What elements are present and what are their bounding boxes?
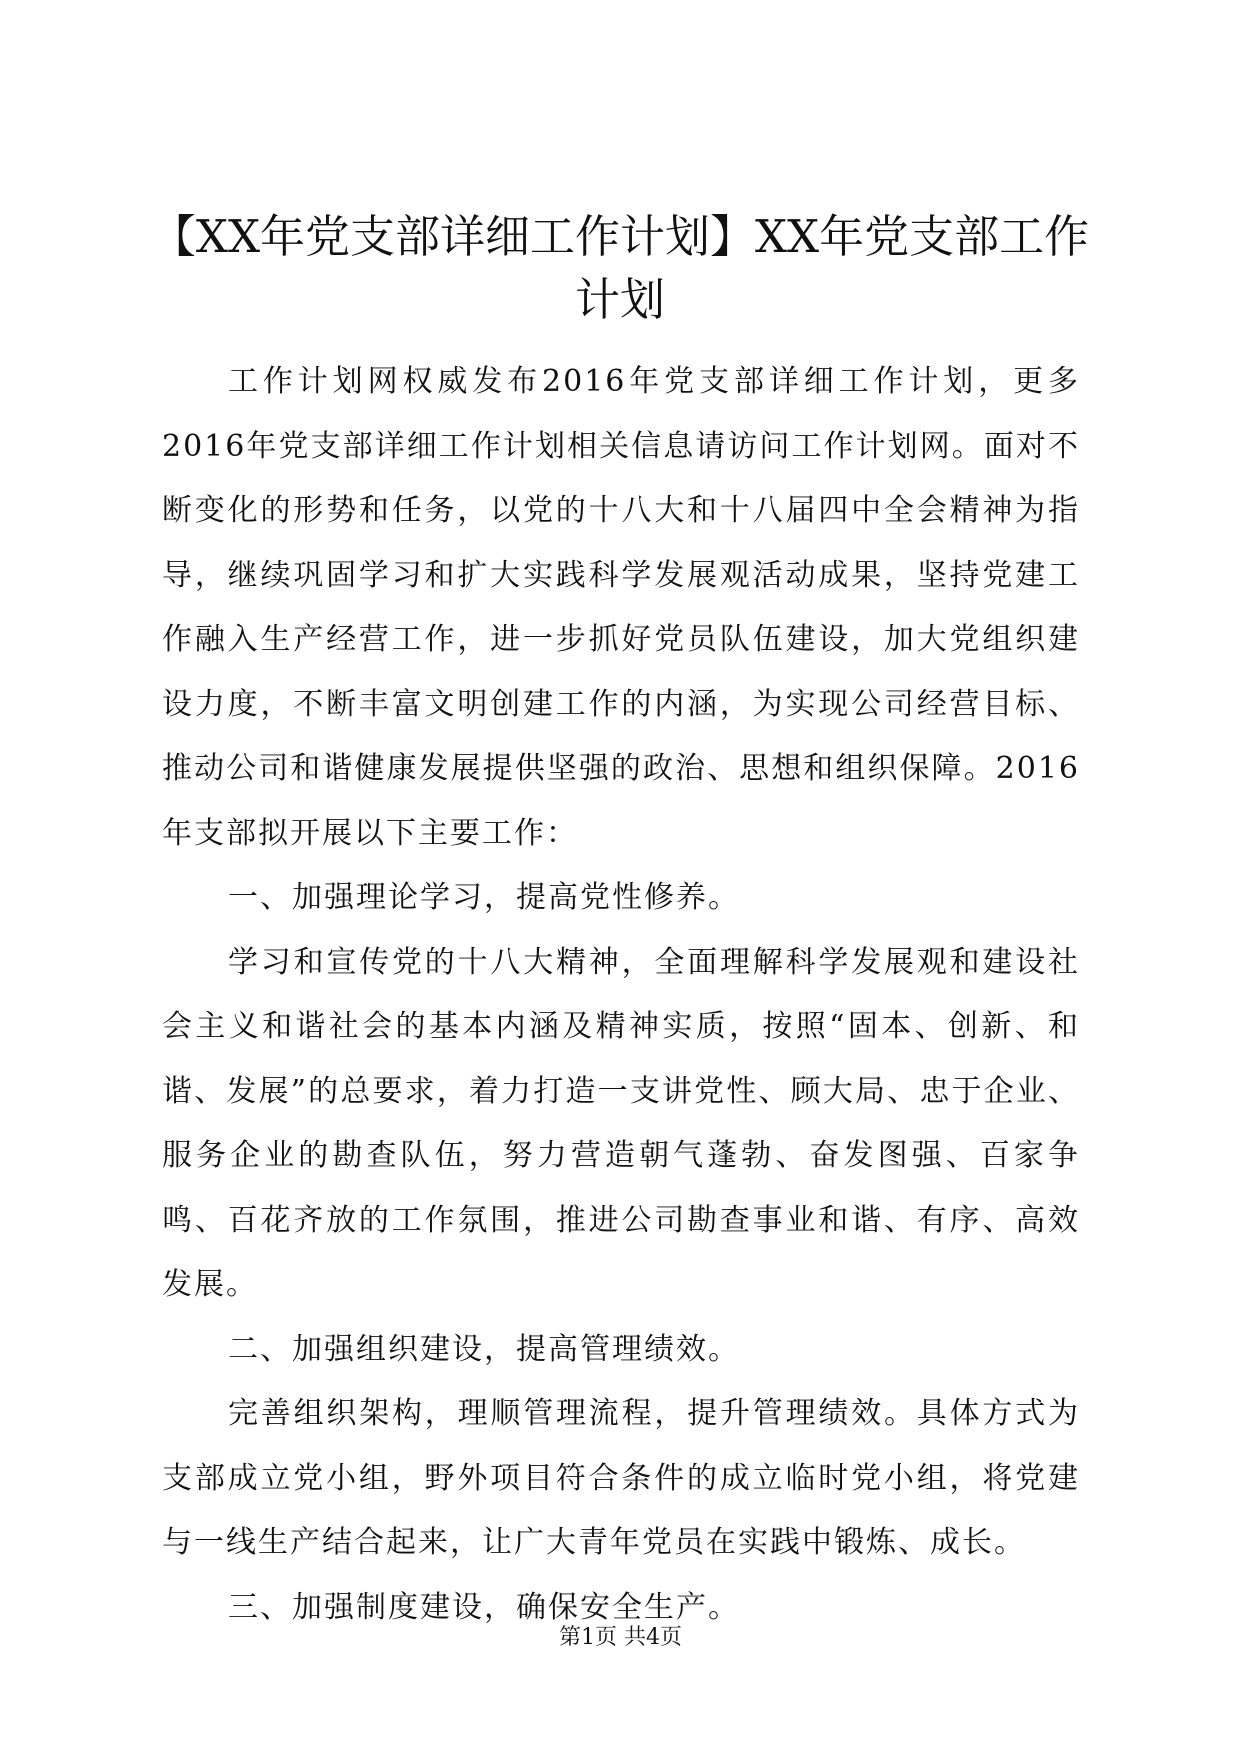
section-heading-2: 二、加强组织建设，提高管理绩效。	[228, 1331, 740, 1367]
intro-paragraph: 工作计划网权威发布2016年党支部详细工作计划，更多2016年党支部详细工作计划相关信息请访问工作计划网。面对不断变化的形势和任务，以党的十八大和十八届四中全会精神为指导，继续巩固学习和扩大实践科学发展观活动成果，坚持党建工作融入生产经营工作，进一步抓好党员队伍建设，加大党组织建设力度，不断丰富文明创建工作的内涵，为实现公司经营目标、推动公司和谐健康发展提供坚强的政治、思想和组织保障。2016年支部拟开展以下主要工作：	[162, 364, 1080, 851]
page-footer: 第1页 共4页	[559, 1625, 682, 1650]
document-title: 【XX年党支部详细工作计划】XX年党支部工作计划	[150, 210, 1090, 326]
section-heading-3: 三、加强制度建设，确保安全生产。	[228, 1589, 740, 1625]
document-body	[162, 350, 1080, 1640]
section-heading-1: 一、加强理论学习，提高党性修养。	[228, 880, 740, 915]
section-paragraph-2: 完善组织架构，理顺管理流程，提升管理绩效。具体方式为支部成立党小组，野外项目符合条件的成立临时党小组，将党建与一线生产结合起来，让广大青年党员在实践中锻炼、成长。	[162, 1396, 1080, 1560]
section-paragraph-1: 学习和宣传党的十八大精神，全面理解科学发展观和建设社会主义和谐社会的基本内涵及精神实质，按照“固本、创新、和谐、发展”的总要求，着力打造一支讲党性、顾大局、忠于企业、服务企业的勘查队伍，努力营造朝气蓬勃、奋发图强、百家争鸣、百花齐放的工作氛围，推进公司勘查事业和谐、有序、高效发展。	[162, 944, 1080, 1302]
